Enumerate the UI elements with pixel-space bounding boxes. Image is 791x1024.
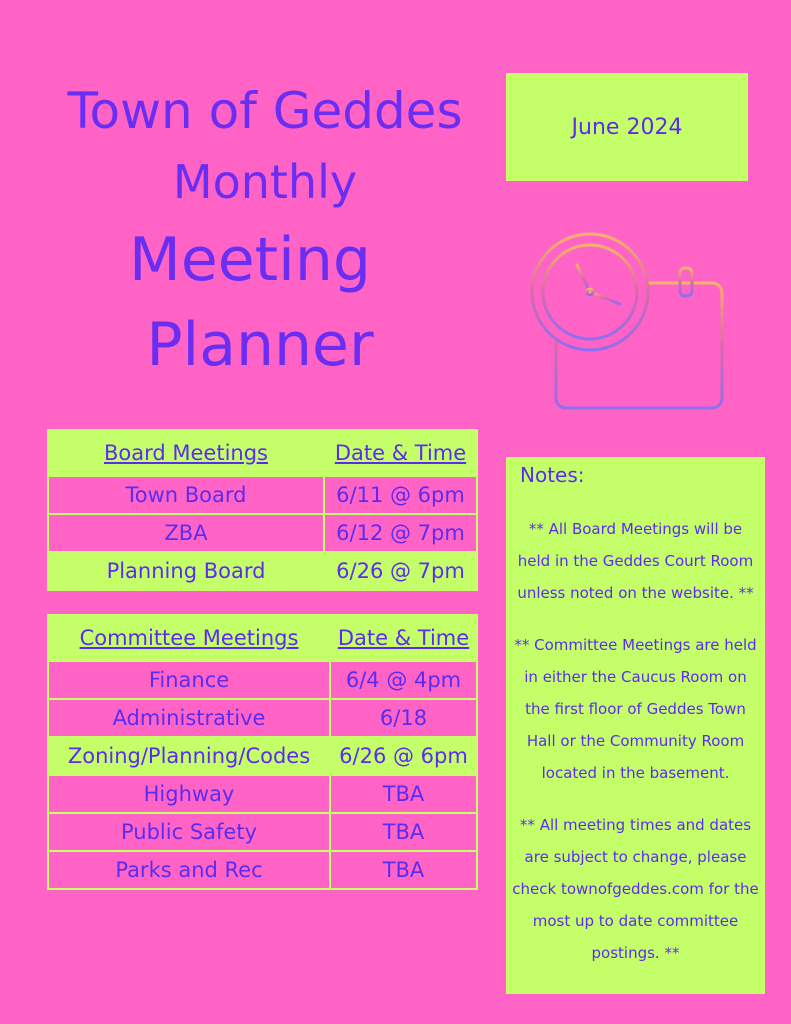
- meeting-date: TBA: [330, 851, 477, 889]
- meeting-date: 6/11 @ 6pm: [324, 476, 477, 514]
- notes-panel: [506, 457, 765, 994]
- board-header-date: Date & Time: [324, 430, 477, 476]
- note-item: ** Committee Meetings are held in either the Caucus Room on the first floor of Geddes Town Hall or the Community Room located in the basement.: [514, 636, 757, 782]
- notes-title: Notes:: [520, 463, 585, 487]
- month-label: June 2024: [571, 114, 683, 140]
- table-row: [48, 813, 477, 851]
- note-item: ** All Board Meetings will be held in the Geddes Court Room unless noted on the website. **: [517, 520, 754, 602]
- meeting-name: Planning Board: [48, 552, 324, 590]
- meeting-date: TBA: [330, 775, 477, 813]
- committee-header-name: Committee Meetings: [48, 615, 330, 661]
- meeting-name: ZBA: [48, 514, 324, 552]
- meeting-name: Parks and Rec: [48, 851, 330, 889]
- title-line-1: Town of Geddes: [67, 82, 463, 140]
- title-line-2: Monthly: [172, 155, 358, 209]
- meeting-name: Town Board: [48, 476, 324, 514]
- committee-meetings-table: [47, 614, 478, 890]
- board-header-name: Board Meetings: [48, 430, 324, 476]
- meeting-name: Finance: [48, 661, 330, 699]
- table-row: [48, 661, 477, 699]
- meeting-date: TBA: [330, 813, 477, 851]
- table-row: [48, 476, 477, 514]
- table-row: [48, 514, 477, 552]
- meeting-name: Zoning/Planning/Codes: [48, 737, 330, 775]
- table-row: [48, 851, 477, 889]
- title-line-4: Planner: [146, 310, 374, 380]
- board-meetings-table: [47, 429, 478, 591]
- meeting-date: 6/12 @ 7pm: [324, 514, 477, 552]
- meeting-date: 6/26 @ 7pm: [324, 552, 477, 590]
- committee-header-date: Date & Time: [330, 615, 477, 661]
- note-item: ** All meeting times and dates are subject to change, please check townofgeddes.com for the most up to date committee postings. **: [512, 816, 759, 962]
- table-row: [48, 699, 477, 737]
- title-line-3: Meeting: [129, 225, 371, 295]
- meeting-name: Highway: [48, 775, 330, 813]
- month-box: [506, 73, 748, 181]
- table-row: [48, 775, 477, 813]
- meeting-name: Public Safety: [48, 813, 330, 851]
- meeting-date: 6/4 @ 4pm: [330, 661, 477, 699]
- table-row: [48, 737, 477, 775]
- table-row: [48, 552, 477, 590]
- clock-calendar-icon: [528, 228, 728, 413]
- meeting-date: 6/18: [330, 699, 477, 737]
- meeting-date: 6/26 @ 6pm: [330, 737, 477, 775]
- meeting-name: Administrative: [48, 699, 330, 737]
